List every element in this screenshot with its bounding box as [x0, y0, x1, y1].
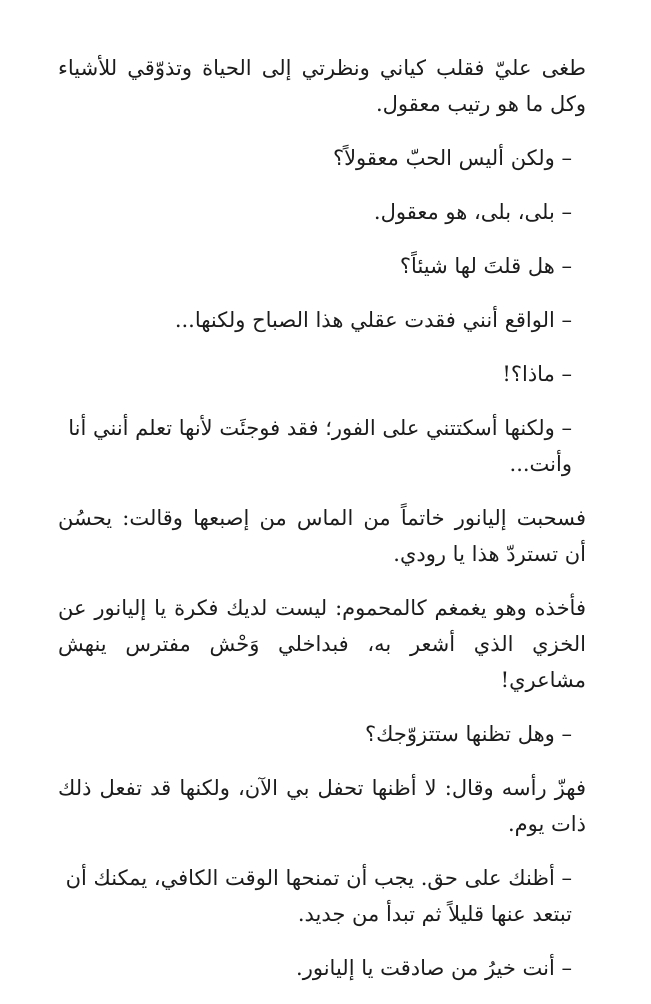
dialogue-line-4: – الواقع أنني فقدت عقلي هذا الصباح ولكنها...: [174, 308, 572, 332]
paragraph-3: فأخذه وهو يغمغم كالمحموم: ليست لديك فكرة يا إليانور عن الخزي الذي أشعر به، فبداخلي وَحْش مفترس ينهش مشاعري!: [58, 596, 586, 692]
paragraph-1: طغى عليّ فقلب كياني ونظرتي إلى الحياة وتذوّقي للأشياء وكل ما هو رتيب معقول.: [58, 56, 586, 116]
dialogue-line-8: – أظنك على حق. يجب أن تمنحها الوقت الكافي، يمكنك أن تبتعد عنها قليلاً ثم تبدأ من جديد.: [65, 866, 572, 926]
paragraph-2: فسحبت إليانور خاتماً من الماس من إصبعها وقالت: يحسُن أن تستردّ هذا يا رودي.: [58, 506, 586, 566]
paragraph-4: فهزّ رأسه وقال: لا أظنها تحفل بي الآن، ولكنها قد تفعل ذلك ذات يوم.: [58, 776, 586, 836]
dialogue-line-6: – ولكنها أسكتتني على الفور؛ فقد فوجئَت لأنها تعلم أنني أنا وأنت...: [68, 416, 572, 476]
dialogue-line-1: – ولكن أليس الحبّ معقولاً؟: [332, 146, 572, 170]
dialogue-line-2: – بلى، بلى، هو معقول.: [373, 200, 572, 224]
book-page: [58, 50, 586, 1004]
dialogue-line-3: – هل قلتَ لها شيئاً؟: [399, 254, 572, 278]
dialogue-line-5: – ماذا؟!: [502, 362, 572, 386]
dialogue-line-7: – وهل تظنها ستتزوّجك؟: [365, 722, 572, 746]
dialogue-line-9: – أنت خيرُ من صادقت يا إليانور.: [296, 956, 572, 980]
